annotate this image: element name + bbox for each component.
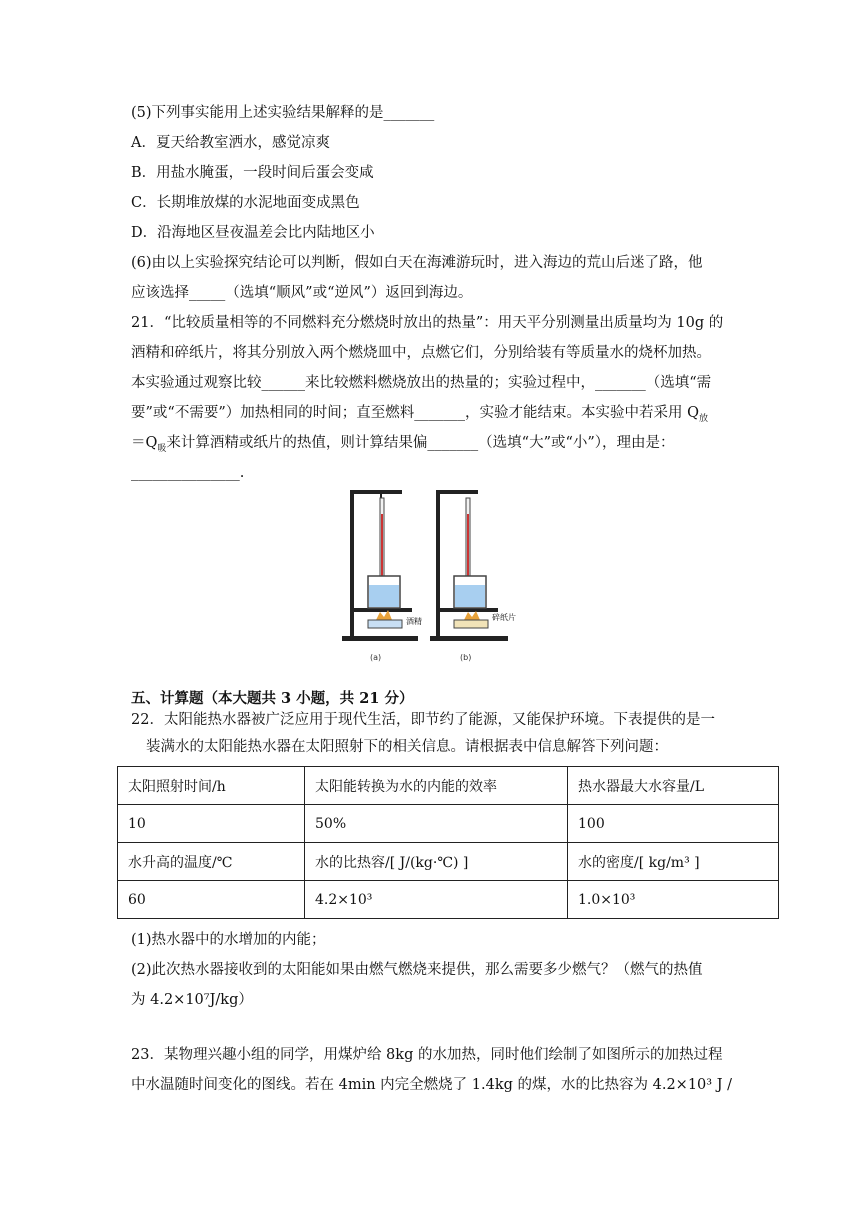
q23-line2: 中水温随时间变化的图线。若在 4min 内完全燃烧了 1.4kg 的煤，水的比热容为 4.2×10³ J / (131, 1077, 733, 1093)
label-paper: 碎纸片 (492, 613, 516, 622)
burner-apparatus-figure (336, 484, 530, 670)
option-c: C．长期堆放煤的水泥地面变成黑色 (131, 195, 360, 211)
table-row (118, 767, 779, 805)
q-xi-subscript: 吸 (157, 443, 167, 454)
q22-part3: 为 4.2×10⁷J/kg） (131, 992, 253, 1008)
q23-line1: 23．某物理兴趣小组的同学，用煤炉给 8kg 的水加热，同时他们绘制了如图所示的加热过程 (131, 1047, 723, 1063)
q21-line4-text: 要”或“不需要”）加热相同的时间；直至燃料_______，实验才能结束。本实验中若采用 Q (131, 405, 699, 421)
q6-line2: 应该选择_____（选填“顺风”或“逆风”）返回到海边。 (131, 285, 473, 301)
q21-line5-start: ＝Q (131, 435, 158, 451)
q21-line6: _______________. (131, 465, 245, 481)
table-cell: 热水器最大水容量/L (568, 767, 779, 805)
table-cell: 太阳照射时间/h (118, 767, 305, 805)
q22-line2: 装满水的太阳能热水器在太阳照射下的相关信息。请根据表中信息解答下列问题： (146, 739, 668, 755)
table-cell: 水的密度/[ kg/m³ ] (568, 843, 779, 881)
table-cell: 50% (305, 805, 568, 843)
section-title: 五、计算题（本大题共 3 小题，共 21 分） (131, 690, 414, 707)
q22-line1: 22．太阳能热水器被广泛应用于现代生活，即节约了能源，又能保护环境。下表提供的是一 (131, 712, 715, 728)
option-b: B．用盐水腌蛋，一段时间后蛋会变咸 (131, 165, 374, 181)
q21-line4 (131, 403, 708, 429)
q21-line1: 21．“比较质量相等的不同燃料充分燃烧时放出的热量”：用天平分别测量出质量均为 10g 的 (131, 315, 724, 331)
q6-line1: (6)由以上实验探究结论可以判断，假如白天在海滩游玩时，进入海边的荒山后迷了路，他 (131, 255, 703, 271)
table-cell: 太阳能转换为水的内能的效率 (305, 767, 568, 805)
table-cell: 60 (118, 881, 305, 919)
apparatus-drawing (336, 484, 530, 670)
table-cell: 100 (568, 805, 779, 843)
caption-a: (a) (370, 653, 382, 662)
label-alcohol: 酒精 (406, 617, 422, 626)
solar-heater-table (117, 766, 779, 919)
table-cell: 水的比热容/[ J/(kg·℃) ] (305, 843, 568, 881)
table-cell: 10 (118, 805, 305, 843)
q21-line2: 酒精和碎纸片，将其分别放入两个燃烧皿中，点燃它们，分别给装有等质量水的烧杯加热。 (131, 345, 711, 361)
q22-part2: (2)此次热水器接收到的太阳能如果由燃气燃烧来提供，那么需要多少燃气？（燃气的热值 (131, 962, 703, 978)
q5-stem: (5)下列事实能用上述实验结果解释的是_______ (131, 105, 435, 121)
table-cell: 4.2×10³ (305, 881, 568, 919)
table-cell: 水升高的温度/℃ (118, 843, 305, 881)
q21-line5-rest: 来计算酒精或纸片的热值，则计算结果偏_______（选填“大”或“小”），理由是： (166, 435, 675, 451)
table-row (118, 805, 779, 843)
table-row (118, 881, 779, 919)
q22-part1: (1)热水器中的水增加的内能； (131, 932, 326, 948)
table-row (118, 843, 779, 881)
q21-line3: 本实验通过观察比较______来比较燃料燃烧放出的热量的；实验过程中，_______（选填“需 (131, 375, 712, 391)
option-a: A．夏天给教室洒水，感觉凉爽 (131, 135, 330, 151)
table-cell: 1.0×10³ (568, 881, 779, 919)
option-d: D．沿海地区昼夜温差会比内陆地区小 (131, 225, 375, 241)
q21-line5 (131, 433, 675, 459)
q-fang-subscript: 放 (698, 413, 708, 424)
caption-b: (b) (460, 653, 472, 662)
